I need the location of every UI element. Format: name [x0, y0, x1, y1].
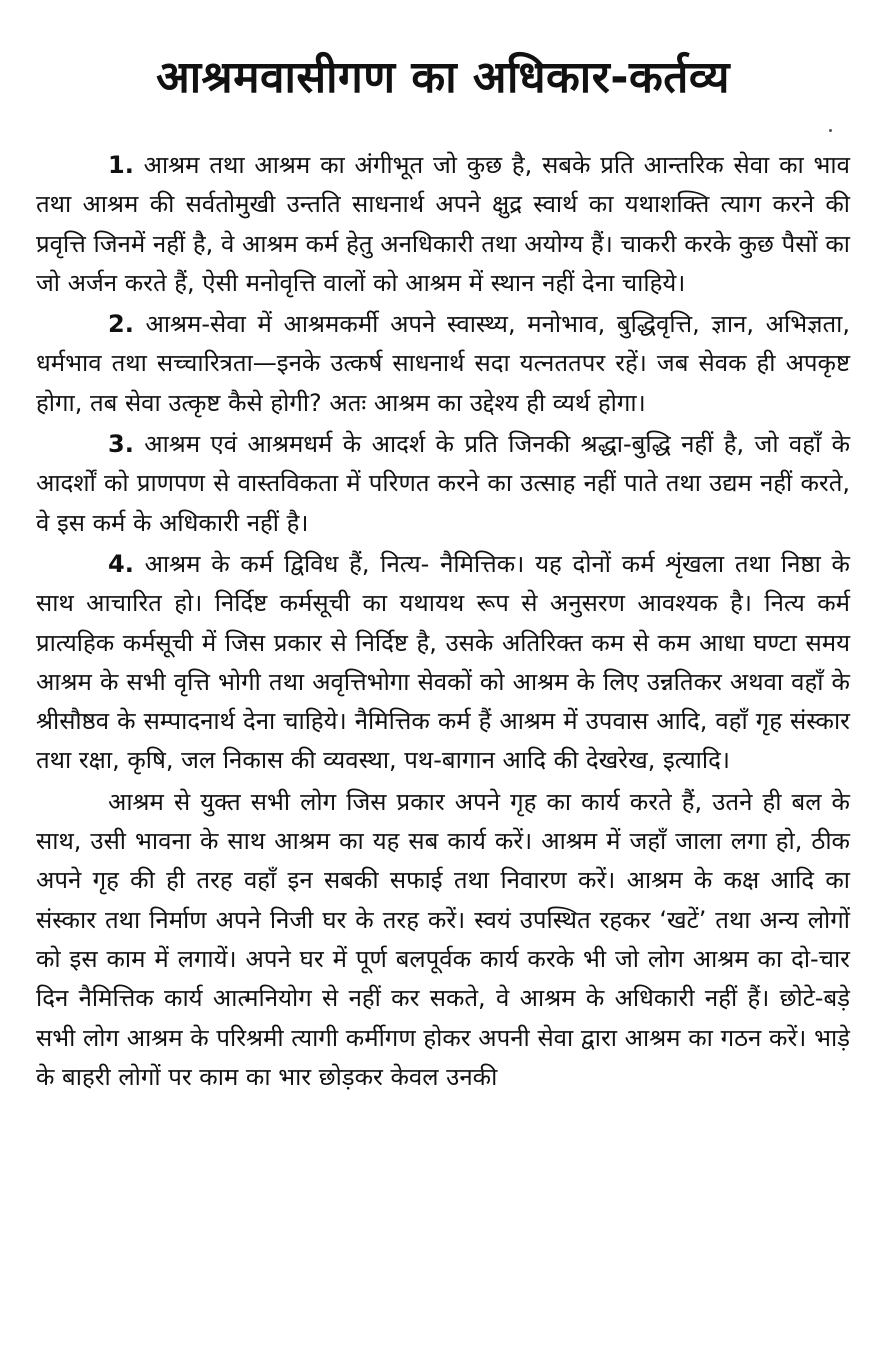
paragraph-3	[36, 425, 850, 543]
paragraph-text: आश्रम एवं आश्रमधर्म के आदर्श के प्रति जिनकी श्रद्धा-बुद्धि नहीं है, जो वहाँ के आदर्शों को प्राणपण से वास्तविकता में परिणत करने का उत्साह नहीं पाते तथा उद्यम नहीं करते, वे इस कर्म के अधिकारी नहीं है।	[36, 430, 850, 537]
paragraph-2	[36, 305, 850, 423]
paragraph-4	[36, 545, 850, 781]
paragraph-text: आश्रम के कर्म द्विविध हैं, नित्य- नैमित्तिक। यह दोनों कर्म शृंखला तथा निष्ठा के साथ आचारित हो। निर्दिष्ट कर्मसूची का यथायथ रूप से अनुसरण आवश्यक है। नित्य कर्म प्रात्यहिक कर्मसूची में जिस प्रकार से निर्दिष्ट है, उसके अतिरिक्त कम से कम आधा घण्टा समय आश्रम के सभी वृत्ति भोगी तथा अवृत्तिभोगा सेवकों को आश्रम के लिए उन्नतिकर अथवा वहाँ के श्रीसौष्ठव के सम्पादनार्थ देना चाहिये। नैमित्तिक कर्म हैं आश्रम में उपवास आदि, वहाँ गृह संस्कार तथा रक्षा, कृषि, जल निकास की व्यवस्था, पथ-बागान आदि की देखरेख, इत्यादि।	[36, 549, 850, 775]
paragraph-5	[36, 783, 850, 1097]
paragraph-text: आश्रम-सेवा में आश्रमकर्मी अपने स्वास्थ्य, मनोभाव, बुद्धिवृत्ति, ज्ञान, अभिज्ञता, धर्मभाव तथा सच्चारित्रता—इनके उत्कर्ष साधनार्थ सदा यत्नततपर रहें। जब सेवक ही अपकृष्ट होगा, तब सेवा उत्कृष्ट कैसे होगी? अतः आश्रम का उद्देश्य ही व्यर्थ होगा।	[36, 310, 850, 417]
paragraph-number: 4.	[108, 549, 134, 578]
paragraph-number: 1.	[108, 151, 134, 179]
paragraph-number: 3.	[108, 430, 134, 459]
paragraph-1	[36, 146, 850, 303]
paragraph-text: आश्रम तथा आश्रम का अंगीभूत जो कुछ है, सबके प्रति आन्तरिक सेवा का भाव तथा आश्रम की सर्वतोमुखी उन्तति साधनार्थ अपने क्षुद्र स्वार्थ का यथाशक्ति त्याग करने की प्रवृत्ति जिनमें नहीं है, वे आश्रम कर्म हेतु अनधिकारी तथा अयोग्य हैं। चाकरी करके कुछ पैसों का जो अर्जन करते हैं, ऐसी मनोवृत्ति वालों को आश्रम में स्थान नहीं देना चाहिये।	[36, 151, 850, 297]
paragraph-text: आश्रम से युक्त सभी लोग जिस प्रकार अपने गृह का कार्य करते हैं, उतने ही बल के साथ, उसी भावना के साथ आश्रम का यह सब कार्य करें। आश्रम में जहाँ जाला लगा हो, ठीक अपने गृह की ही तरह वहाँ इन सबकी सफाई तथा निवारण करें। आश्रम के कक्ष आदि का संस्कार तथा निर्माण अपने निजी घर के तरह करें। स्वयं उपस्थित रहकर ‘खटें’ तथा अन्य लोगों को इस काम में लगायें। अपने घर में पूर्ण बलपूर्वक कार्य करके भी जो लोग आश्रम का दो-चार दिन नैमित्तिक कार्य आत्मनियोग से नहीं कर सकते, वे आश्रम के अधिकारी नहीं हैं। छोटे-बड़े सभी लोग आश्रम के परिश्रमी त्यागी कर्मीगण होकर अपनी सेवा द्वारा आश्रम का गठन करें। भाड़े के बाहरी लोगों पर काम का भार छोड़कर केवल उनकी	[36, 787, 850, 1091]
scan-speck	[829, 129, 832, 132]
page-title: आश्रमवासीगण का अधिकार-कर्तव्य	[156, 52, 730, 103]
paragraph-number: 2.	[108, 310, 134, 339]
